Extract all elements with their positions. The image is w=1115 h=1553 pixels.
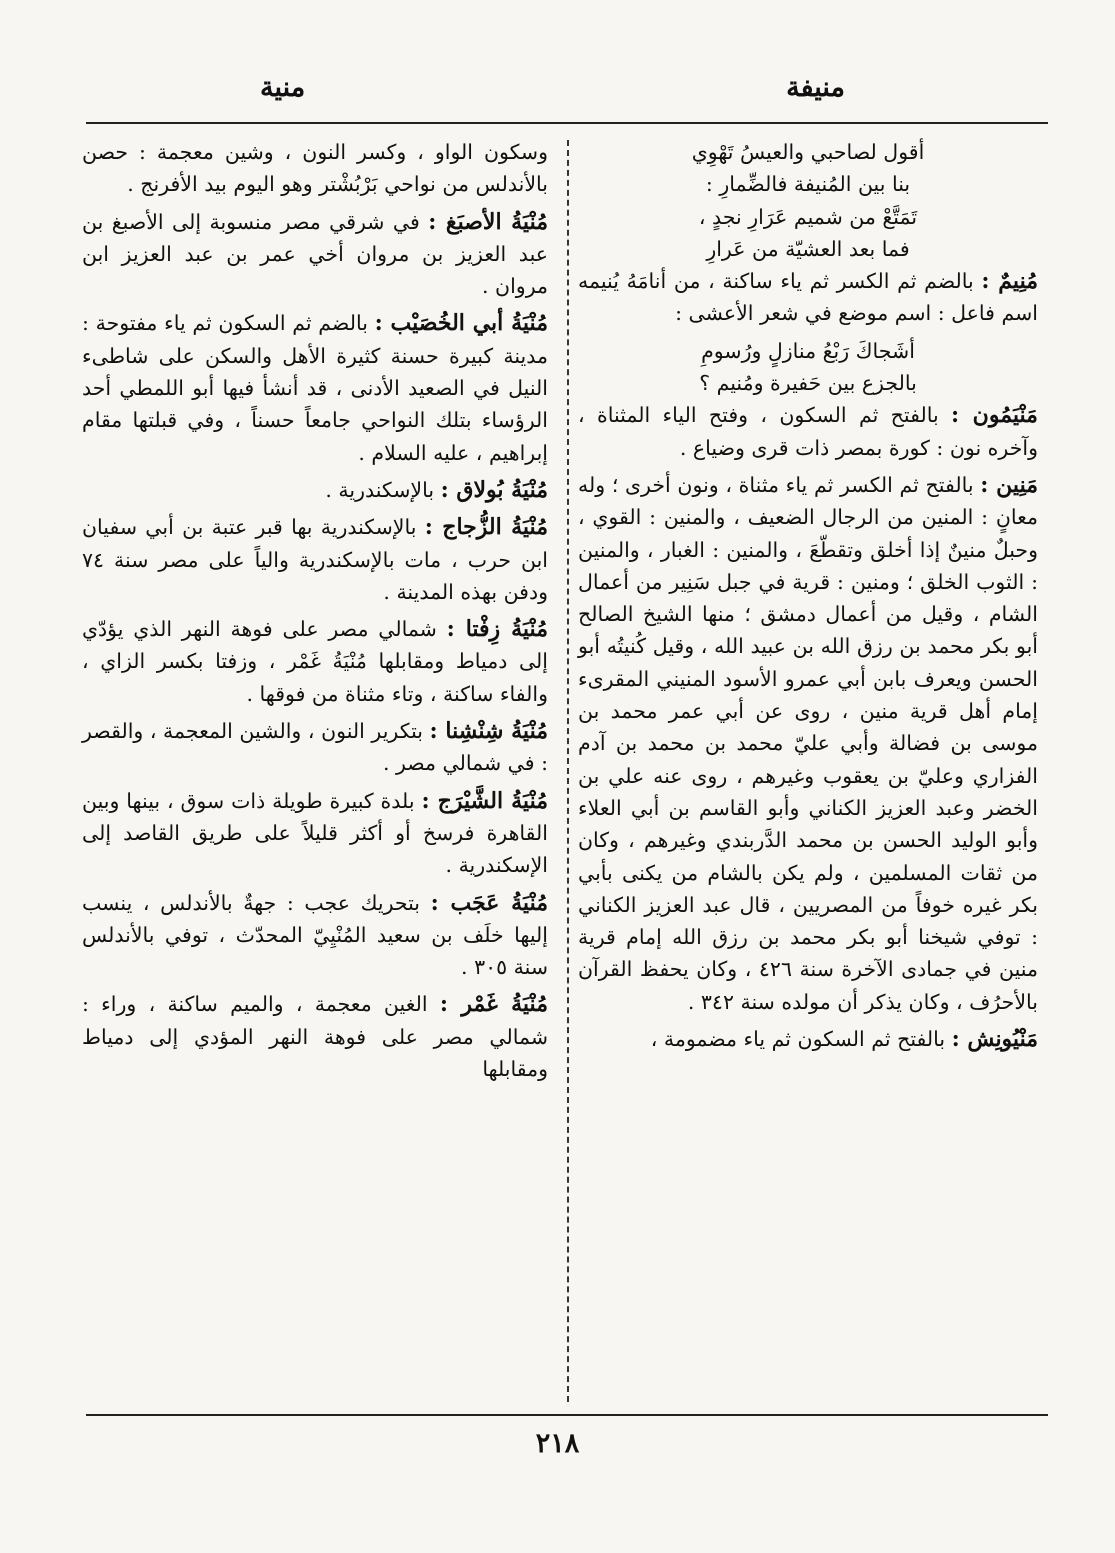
- left-column: [82, 136, 548, 1090]
- entry-headword: مَنْيَمُون :: [951, 402, 1038, 429]
- dictionary-entry: [82, 511, 548, 608]
- entry-headword: مُنْيَةُ عَجَب :: [430, 889, 548, 916]
- entry-headword: مُنْيَةُ الشَّيْرَج :: [421, 787, 548, 814]
- entry-text: في شرقي مصر منسوبة إلى الأصبغ بن عبد العزيز بن مروان أخي عمر بن عبد العزيز ابن مروان .: [82, 209, 548, 299]
- entry-text: بالإسكندرية .: [325, 477, 435, 502]
- entry-headword: مَنِين :: [980, 471, 1038, 498]
- entry-headword: مُنْيَةُ الزُّجاج :: [424, 514, 548, 541]
- entry-headword: مُنِيمٌ :: [981, 268, 1038, 295]
- entry-text: الغين معجمة ، والميم ساكنة ، وراء : شمالي مصر على فوهة النهر المؤدي إلى دمياط ومقابلها: [82, 992, 548, 1082]
- entry-text: بالإسكندرية بها قبر عتبة بن أبي سفيان ابن حرب ، مات بالإسكندرية والياً على مصر سنة ٧٤ ودفن بهذه المدينة .: [82, 515, 548, 604]
- column-divider: [567, 140, 569, 1402]
- dictionary-entry: [82, 887, 548, 984]
- footer-rule: [86, 1414, 1048, 1416]
- dictionary-entry: [82, 988, 548, 1085]
- verse-line: بالجزع بين حَفيرة ومُنيم ؟: [699, 371, 917, 396]
- dictionary-entry: [82, 613, 548, 710]
- entry-headword: مُنْيَةُ غَمْر :: [439, 991, 548, 1018]
- header-rule: [86, 122, 1048, 124]
- dictionary-entry: [82, 785, 548, 882]
- dictionary-entry: [82, 474, 548, 506]
- entry-text: بلدة كبيرة طويلة ذات سوق ، بينها وبين القاهرة فرسخ أو أكثر قليلاً على طريق القاصد إلى الإسكندرية .: [82, 788, 548, 878]
- dictionary-entry: [578, 399, 1038, 464]
- entry-headword: مُنْيَةُ بُولاق :: [440, 476, 548, 503]
- dictionary-entry: [578, 265, 1038, 330]
- entry-text: بالضم ثم السكون ثم ياء مفتوحة : مدينة كبيرة حسنة كثيرة الأهل والسكن على شاطىء النيل في الصعيد الأدنى ، قد أنشأ فيها أبو اللمطي أحد الرؤساء بتلك النواحي جامعاً حسناً ، وفي قبلتها مقام إبراهيم ، عليه السلام .: [82, 311, 548, 465]
- dictionary-entry: [578, 469, 1038, 1018]
- page-number: ٢١٨: [535, 1428, 580, 1459]
- entry-text: بتكرير النون ، والشين المعجمة ، والقصر : في شمالي مصر .: [82, 719, 548, 776]
- entry-headword: مُنْيَةُ الأصبَغ :: [428, 208, 548, 235]
- running-header-left: منية: [260, 72, 306, 103]
- dictionary-entry: [82, 715, 548, 780]
- right-column: [578, 136, 1038, 1060]
- dictionary-entry: [578, 1023, 1038, 1055]
- verse-line: بنا بين المُنيفة فالضِّمارِ :: [705, 172, 911, 197]
- entry-headword: مُنْيَةُ شِنْشِنا :: [429, 718, 548, 745]
- dictionary-entry: [82, 206, 548, 303]
- entry-text: بالفتح ثم السكون ثم ياء مضمومة ،: [650, 1027, 946, 1052]
- verse-line: تَمَتَّعْ من شميم عَرَارِ نجدٍ ،: [698, 204, 918, 229]
- entry-headword: مَنْيُونِش :: [951, 1026, 1038, 1053]
- dictionary-entry: [82, 307, 548, 468]
- verse-line: فما بعد العشيّة من عَرارِ: [706, 236, 910, 261]
- entry-headword: مُنْيَةُ أبي الخُصَيْب :: [374, 310, 548, 337]
- dictionary-entry: [82, 136, 548, 201]
- entry-headword: مُنْيَةُ زِفْتا :: [446, 616, 548, 643]
- entry-text: بالفتح ثم السكون ، وفتح الياء المثناة ، وآخره نون : كورة بمصر ذات قرى وضياع .: [578, 403, 1038, 460]
- entry-text: بالفتح ثم الكسر ثم ياء مثناة ، ونون أخرى ؛ وله معانٍ : المنين من الرجال الضعيف ، والمنين : القوي ، وحبلٌ منينٌ إذا أخلق وتقطّعَ ، والمنين : الغبار ، والمنين : الثوب الخلق ؛ ومنين : قرية في جبل سَنِير من أعمال الشام ، وقيل من أعمال دمشق ؛ منها الشيخ الصالح أبو بكر محمد بن رزق الله بن عبيد الله ، وقيل كُنيتُه أبو الحسن ويعرف بابن أبي عمرو الأسود المنيني المقرىء إمام أهل قرية منين ، روى عن أبي عمر محمد بن موسى بن فضالة وأبي عليّ محمد بن محمد بن آدم الفزاري وعليّ بن يعقوب وغيرهم ، روى عنه علي بن الخضر وعبد العزيز الكناني وأبو القاسم بن أبي العلاء وأبو الوليد الحسن بن محمد الدَّربندي وغيرهم ، وكان من ثقات المسلمين ، ولم يكن بالشام من يكنى بأبي بكر غيره خوفاً من المصريين ، قال عبد العزيز الكناني : توفي شيخنا أبو بكر محمد بن رزق الله إمام قرية منين في جمادى الآخرة سنة ٤٢٦ ، وكان يحفظ القرآن بالأحرُف ، وكان يذكر أن مولده سنة ٣٤٢ .: [578, 472, 1038, 1014]
- running-header-right: منيفة: [786, 72, 845, 103]
- entry-text: شمالي مصر على فوهة النهر الذي يؤدّي إلى دمياط ومقابلها مُنْيَةُ غَمْر ، وزفتا بكسر الزاي ، والفاء ساكنة ، وتاء مثناة من فوقها .: [82, 617, 548, 706]
- verse-line: أقول لصاحبي والعيسُ تَهْوِي: [691, 140, 925, 164]
- entry-text: بتحريك عجب : جهةٌ بالأندلس ، ينسب إليها خلَف بن سعيد المُنْيِيّ المحدّث ، توفي بالأندلس سنة ٣٠٥ .: [82, 890, 548, 980]
- entry-text: وسكون الواو ، وكسر النون ، وشين معجمة : حصن بالأندلس من نواحي بَرْبُشْتر وهو اليوم بيد الأفرنج .: [82, 140, 548, 197]
- entry-text: بالضم ثم الكسر ثم ياء ساكنة ، من أنامَهُ يُنيمه اسم فاعل : اسم موضع في شعر الأعشى :: [578, 269, 1038, 326]
- verse-line: أشَجاكَ رَبْعُ منازلٍ ورُسومِ: [701, 338, 915, 363]
